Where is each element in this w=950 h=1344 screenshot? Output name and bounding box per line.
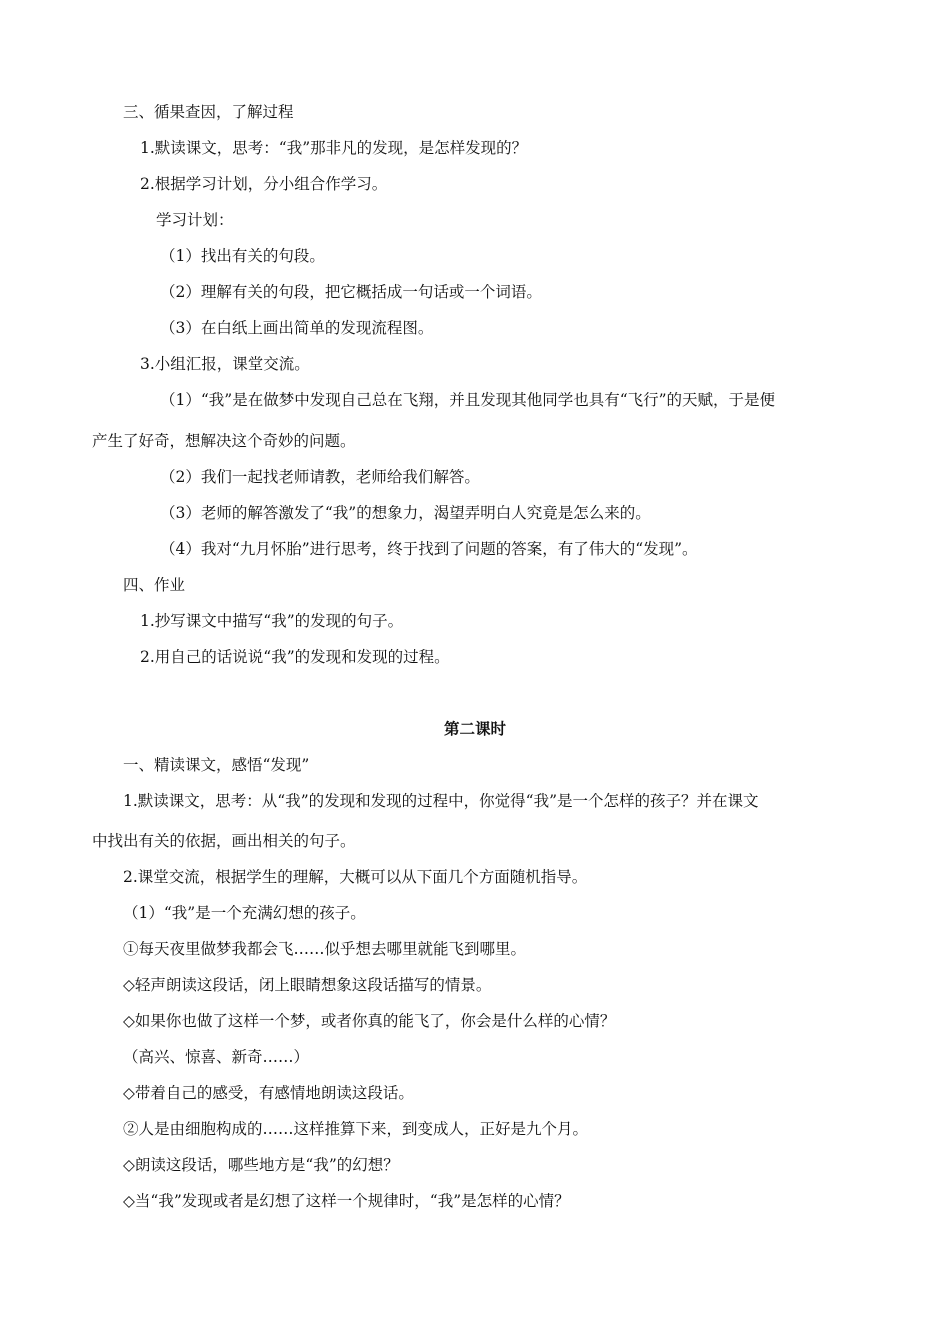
section-heading-3: 三、循果查因，了解过程 [123, 103, 294, 121]
lesson2-line: （1）“我”是一个充满幻想的孩子。 [123, 904, 366, 922]
lesson2-line: ①每天夜里做梦我都会飞……似乎想去哪里就能飞到哪里。 [123, 940, 527, 958]
plan-item: （3）在白纸上画出简单的发现流程图。 [160, 319, 434, 337]
report-item: （4）我对“九月怀胎”进行思考，终于找到了问题的答案，有了伟大的“发现”。 [160, 540, 698, 558]
lesson2-line: ◇轻声朗读这段话，闭上眼睛想象这段话描写的情景。 [123, 976, 492, 994]
lesson2-line: ◇如果你也做了这样一个梦，或者你真的能飞了，你会是什么样的心情？ [123, 1012, 616, 1030]
lesson2-line: ◇朗读这段话，哪些地方是“我”的幻想？ [123, 1156, 399, 1174]
lesson2-line: ◇带着自己的感受，有感情地朗读这段话。 [123, 1084, 414, 1102]
lesson2-line: （高兴、惊喜、新奇……） [123, 1048, 310, 1066]
lesson2-heading: 一、精读课文，感悟“发现” [123, 756, 310, 774]
lesson2-question-1-line-1: 1.默读课文，思考：从“我”的发现和发现的过程中，你觉得“我”是一个怎样的孩子？并在课文 [123, 792, 759, 810]
report-item-1-line-1: （1）“我”是在做梦中发现自己总在飞翔，并且发现其他同学也具有“飞行”的天赋，于是便 [160, 391, 776, 409]
question-3: 3.小组汇报，课堂交流。 [140, 355, 310, 373]
report-item: （2）我们一起找老师请教，老师给我们解答。 [160, 468, 480, 486]
report-item: （3）老师的解答激发了“我”的想象力，渴望弄明白人究竟是怎么来的。 [160, 504, 651, 522]
lesson2-question-1-line-2: 中找出有关的依据，画出相关的句子。 [92, 832, 356, 850]
lesson2-line: ◇当“我”发现或者是幻想了这样一个规律时，“我”是怎样的心情？ [123, 1192, 570, 1210]
plan-item: （2）理解有关的句段，把它概括成一句话或一个词语。 [160, 283, 542, 301]
report-item-1-line-2: 产生了好奇，想解决这个奇妙的问题。 [92, 432, 356, 450]
question-1: 1.默读课文，思考：“我”那非凡的发现，是怎样发现的？ [140, 139, 528, 157]
section-heading-4: 四、作业 [123, 576, 186, 594]
lesson-title: 第二课时 [443, 719, 506, 738]
homework-item: 2.用自己的话说说“我”的发现和发现的过程。 [140, 648, 450, 666]
lesson2-question-2: 2.课堂交流，根据学生的理解，大概可以从下面几个方面随机指导。 [123, 868, 588, 886]
question-2: 2.根据学习计划，分小组合作学习。 [140, 175, 388, 193]
homework-item: 1.抄写课文中描写“我”的发现的句子。 [140, 612, 404, 630]
plan-label: 学习计划： [156, 211, 234, 229]
plan-item: （1）找出有关的句段。 [160, 247, 325, 265]
lesson2-line: ②人是由细胞构成的……这样推算下来，到变成人，正好是九个月。 [123, 1120, 589, 1138]
